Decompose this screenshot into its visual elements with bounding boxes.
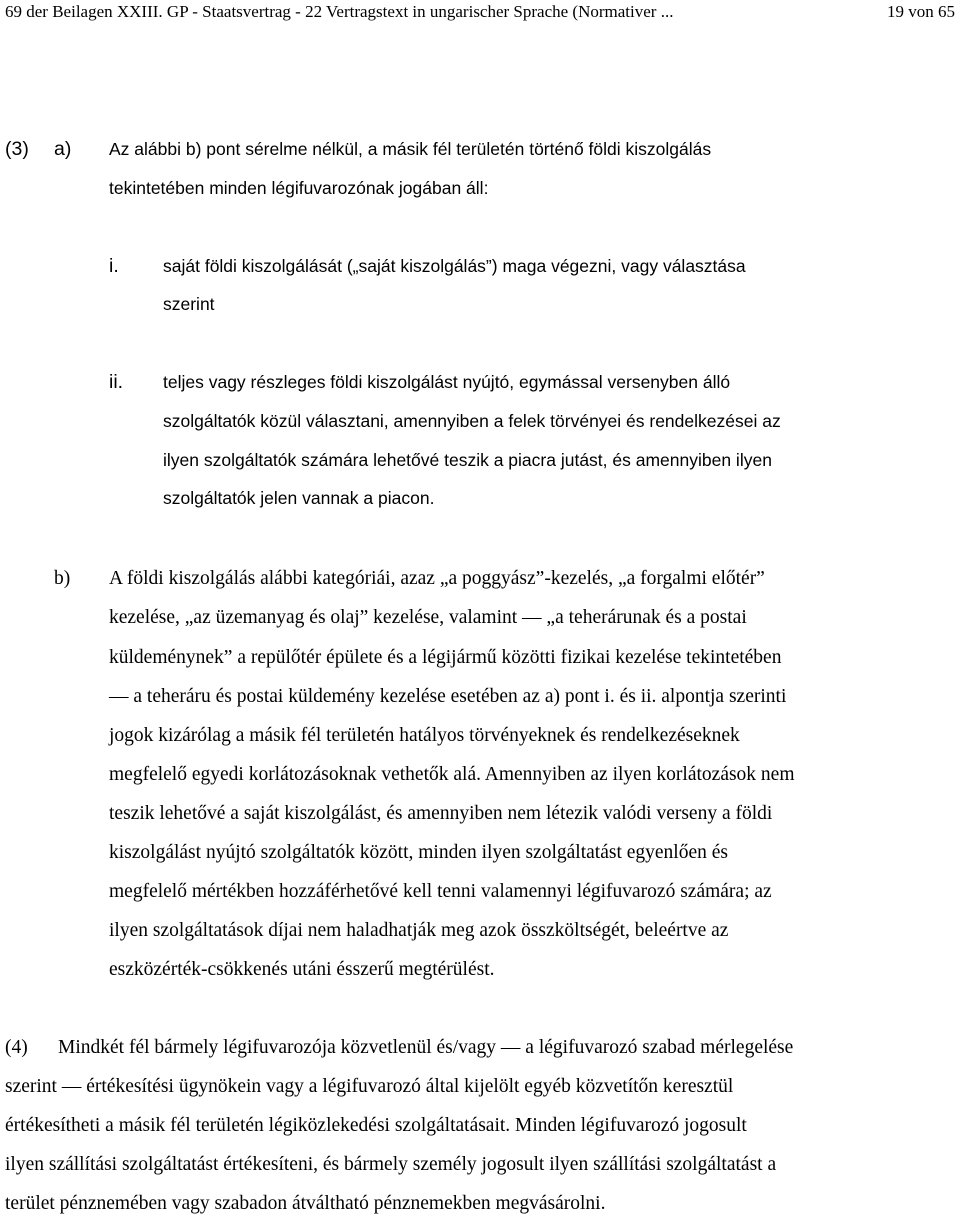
section-3b-line-8: kiszolgálást nyújtó szolgáltatók között, minden ilyen szolgáltatást egyenlően és [109, 842, 728, 863]
section-3b-label: b) [54, 568, 71, 589]
item-ii-line-2: szolgáltatók közül választani, amennyiben a felek törvényei és rendelkezései az [163, 411, 781, 431]
section-3b-line-1: A földi kiszolgálás alábbi kategóriái, azaz „a poggyász”-kezelés, „a forgalmi előtér” [109, 568, 765, 589]
section-4-line-2: szerint — értékesítési ügynökein vagy a légifuvarozó által kijelölt egyéb közvetítőn keresztül [5, 1076, 734, 1097]
section-3a-line-1: Az alábbi b) pont sérelme nélkül, a másik fél területén történő földi kiszolgálás [109, 139, 712, 159]
section-3a-line-2: tekintetében minden légifuvarozónak jogában áll: [109, 178, 489, 198]
section-3-number: (3) [5, 138, 29, 160]
section-3b-line-2: kezelése, „az üzemanyag és olaj” kezelése, valamint — „a teherárunak és a postai [109, 607, 747, 628]
item-ii-label: ii. [109, 371, 124, 393]
section-3b-line-10: ilyen szolgáltatások díjai nem haladhatják meg azok összköltségét, beleértve az [109, 920, 729, 941]
section-3b-line-5: jogok kizárólag a másik fél területén hatályos törvényeknek és rendelkezéseknek [109, 725, 740, 746]
item-i-label: i. [109, 255, 119, 277]
item-i-line-1: saját földi kiszolgálását („saját kiszolgálás”) maga végezni, vagy választása [163, 256, 746, 276]
section-3b-line-6: megfelelő egyedi korlátozásoknak vethetők alá. Amennyiben az ilyen korlátozások nem [109, 764, 795, 785]
item-i-line-2: szerint [163, 294, 215, 314]
section-4-number: (4) [5, 1037, 28, 1058]
section-3b-line-11: eszközérték-csökkenés utáni ésszerű megtérülést. [109, 959, 495, 980]
section-3b-line-4: — a teheráru és postai küldemény kezelése esetében az a) pont i. és ii. alpontja szerinti [109, 686, 787, 707]
section-3b-line-9: megfelelő mértékben hozzáférhetővé kell tenni valamennyi légifuvarozó számára; az [109, 881, 772, 902]
header-page-number: 19 von 65 [887, 2, 955, 21]
item-ii-line-4: szolgáltatók jelen vannak a piacon. [163, 488, 435, 508]
section-4-line-3: értékesítheti a másik fél területén légiközlekedési szolgáltatásait. Minden légifuvarozó jogosult [5, 1115, 747, 1136]
section-4-line-4: ilyen szállítási szolgáltatást értékesíteni, és bármely személy jogosult ilyen szállítási szolgáltatást a [5, 1154, 777, 1175]
section-3b-line-7: teszik lehetővé a saját kiszolgálást, és amennyiben nem létezik valódi verseny a földi [109, 803, 773, 824]
section-4-line-1: Mindkét fél bármely légifuvarozója közvetlenül és/vagy — a légifuvarozó szabad mérlegelése [58, 1037, 794, 1058]
page-header [0, 0, 960, 30]
item-ii-line-3: ilyen szolgáltatók számára lehetővé teszik a piacra jutást, és amennyiben ilyen [163, 450, 772, 470]
section-3a-label: a) [54, 138, 72, 160]
item-ii-line-1: teljes vagy részleges földi kiszolgálást nyújtó, egymással versenyben álló [163, 372, 731, 392]
header-document-title: 69 der Beilagen XXIII. GP - Staatsvertrag - 22 Vertragstext in ungarischer Sprache (Normativer ... [5, 2, 674, 21]
section-4-line-5: terület pénznemében vagy szabadon átváltható pénznemekben megvásárolni. [5, 1193, 606, 1214]
section-3b-line-3: küldeménynek” a repülőtér épülete és a légijármű közötti fizikai kezelése tekintetében [109, 647, 782, 668]
